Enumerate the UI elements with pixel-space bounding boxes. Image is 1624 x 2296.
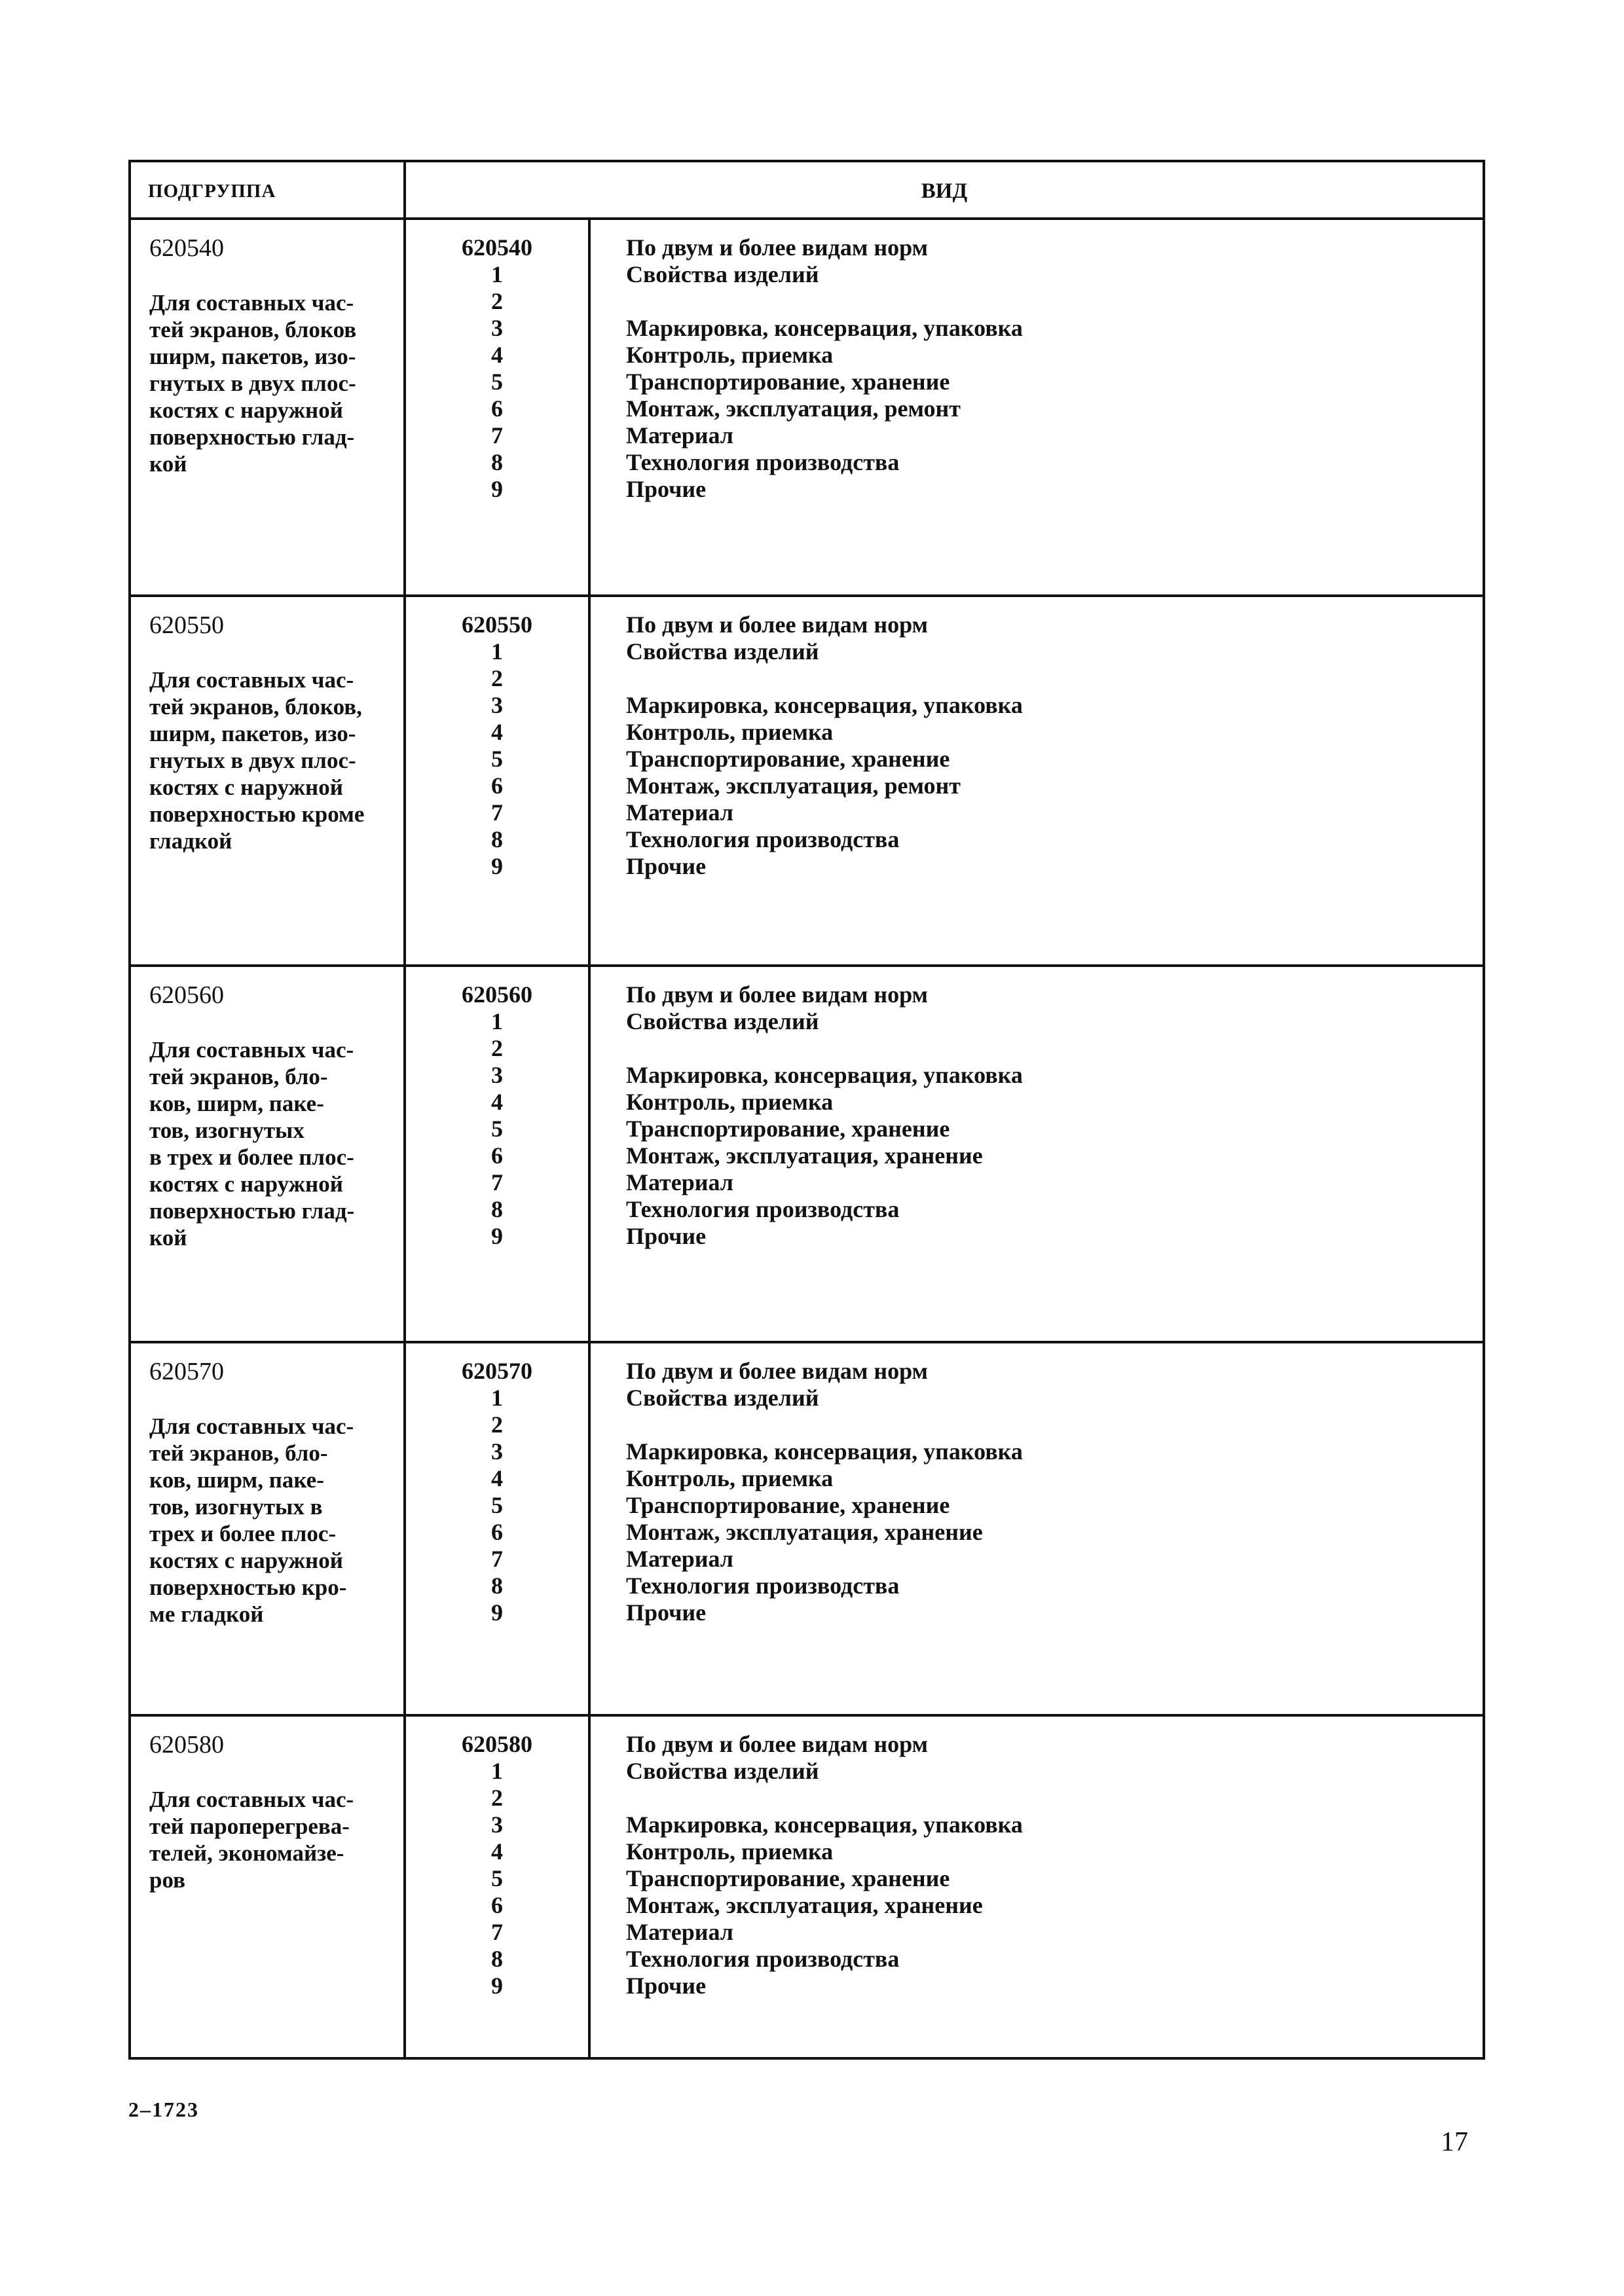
subgroup-cell [131,967,406,1341]
view-code: 2 [491,1412,503,1438]
view-name: Технология производства [626,1196,900,1222]
view-name: Прочие [626,476,707,502]
view-code: 2 [491,665,503,691]
view-name: Материал [626,1919,733,1945]
view-code: 6 [491,1519,503,1545]
footer-code: 2–1723 [128,2098,199,2121]
subgroup-cell [131,597,406,964]
view-name: Прочие [626,1973,707,1999]
view-name: Прочие [626,1223,707,1249]
view-name: По двум и более видам норм [626,1731,929,1757]
view-code: 1 [491,1385,503,1411]
view-name [626,1412,1483,1438]
view-name: Маркировка, консервация, упаковка [626,1062,1023,1088]
table-row [131,1714,1483,2057]
view-name: Свойства изделий [626,1008,819,1034]
view-cell [591,1717,1483,2057]
view-code: 8 [491,826,503,852]
view-code: 8 [491,1573,503,1599]
view-name [626,1035,1483,1062]
view-name: По двум и более видам норм [626,1358,929,1384]
view-name: Контроль, приемка [626,342,834,368]
view-code: 5 [491,1865,503,1891]
table-row [131,964,1483,1341]
code-cell [406,1343,591,1714]
view-code: 7 [491,1546,503,1572]
code-cell [406,220,591,594]
code-cell [406,597,591,964]
view-name: Контроль, приемка [626,1465,834,1491]
view-name: Материал [626,422,733,448]
view-code: 4 [491,1465,503,1491]
view-name: Свойства изделий [626,261,819,287]
view-code: 6 [491,395,503,422]
table-row [131,594,1483,964]
view-code: 3 [491,1062,503,1088]
view-code: 3 [491,315,503,341]
view-name: Материал [626,799,733,826]
view-code: 620570 [462,1358,532,1384]
view-name: Транспортирование, хранение [626,746,950,772]
table-header [131,162,1483,220]
view-name: Транспортирование, хранение [626,1492,950,1518]
view-code: 9 [491,476,503,502]
view-code: 8 [491,449,503,475]
view-name: Транспортирование, хранение [626,369,950,395]
table-row [131,1341,1483,1714]
subgroup-description: Для составных час- тей экранов, блоков, ширм, пакетов, изо- гнутых в двух плос- костях с наружной поверхностью кроме гладкой [149,667,365,854]
view-code: 2 [491,1035,503,1061]
view-name: Маркировка, консервация, упаковка [626,1438,1023,1465]
view-name: Прочие [626,853,707,879]
subgroup-code: 620550 [149,611,224,639]
view-cell [591,220,1483,594]
view-code: 620560 [462,981,532,1008]
code-cell [406,967,591,1341]
view-name: Монтаж, эксплуатация, ремонт [626,395,961,422]
view-code: 5 [491,369,503,395]
view-name: Монтаж, эксплуатация, хранение [626,1519,983,1545]
view-name [626,288,1483,315]
subgroup-description: Для составных час- тей экранов, бло- ков, ширм, паке- тов, изогнутых в трех и более плос- костях с наружной поверхностью глад- кой [149,1037,355,1250]
view-name: Транспортирование, хранение [626,1116,950,1142]
view-name: Контроль, приемка [626,719,834,745]
view-code: 1 [491,638,503,665]
subgroup-code: 620580 [149,1731,224,1758]
view-name: Монтаж, эксплуатация, хранение [626,1892,983,1918]
view-name: Прочие [626,1599,707,1626]
view-code: 3 [491,1438,503,1465]
view-name: Транспортирование, хранение [626,1865,950,1891]
view-code: 9 [491,853,503,879]
view-code: 4 [491,1089,503,1115]
view-code: 5 [491,1492,503,1518]
classification-table [128,160,1485,2060]
view-name: Монтаж, эксплуатация, ремонт [626,773,961,799]
view-name: Маркировка, консервация, упаковка [626,1812,1023,1838]
header-subgroup: ПОДГРУППА [131,162,406,217]
view-cell [591,597,1483,964]
view-name: Контроль, приемка [626,1089,834,1115]
subgroup-description: Для составных час- тей экранов, бло- ков, ширм, паке- тов, изогнутых в трех и более плос- костях с наружной поверхностью кро- ме гладкой [149,1413,354,1627]
subgroup-cell [131,1717,406,2057]
subgroup-code: 620560 [149,981,224,1009]
subgroup-description: Для составных час- тей пароперегрева- телей, экономайзе- ров [149,1787,354,1893]
view-name: По двум и более видам норм [626,981,929,1008]
subgroup-code: 620540 [149,234,224,262]
view-name: По двум и более видам норм [626,611,929,638]
view-name: По двум и более видам норм [626,234,929,261]
view-code: 4 [491,719,503,745]
subgroup-description: Для составных час- тей экранов, блоков ширм, пакетов, изо- гнутых в двух плос- костях с наружной поверхностью глад- кой [149,290,357,477]
view-code: 620580 [462,1731,532,1757]
view-code: 5 [491,746,503,772]
view-code: 7 [491,799,503,826]
view-name: Маркировка, консервация, упаковка [626,692,1023,718]
view-name: Технология производства [626,1573,900,1599]
view-name: Материал [626,1169,733,1195]
view-code: 9 [491,1223,503,1249]
subgroup-cell [131,1343,406,1714]
view-code: 2 [491,1785,503,1811]
view-code: 9 [491,1973,503,1999]
view-name: Технология производства [626,1946,900,1972]
view-name: Свойства изделий [626,638,819,665]
view-code: 8 [491,1196,503,1222]
view-code: 1 [491,1008,503,1034]
table-row [131,220,1483,594]
view-code: 7 [491,1169,503,1195]
view-code: 3 [491,1812,503,1838]
view-code: 6 [491,773,503,799]
view-name [626,665,1483,692]
subgroup-code: 620570 [149,1358,224,1385]
view-name: Маркировка, консервация, упаковка [626,315,1023,341]
view-code: 9 [491,1599,503,1626]
view-code: 620550 [462,611,532,638]
view-code: 4 [491,342,503,368]
view-cell [591,1343,1483,1714]
view-name: Материал [626,1546,733,1572]
view-code: 1 [491,1758,503,1784]
view-name [626,1785,1483,1812]
view-cell [591,967,1483,1341]
page-number: 17 [1441,2127,1468,2157]
view-code: 6 [491,1142,503,1169]
view-code: 8 [491,1946,503,1972]
view-name: Технология производства [626,826,900,852]
view-code: 7 [491,1919,503,1945]
subgroup-cell [131,220,406,594]
view-name: Свойства изделий [626,1385,819,1411]
view-name: Свойства изделий [626,1758,819,1784]
view-code: 4 [491,1838,503,1865]
view-name: Монтаж, эксплуатация, хранение [626,1142,983,1169]
code-cell [406,1717,591,2057]
view-code: 1 [491,261,503,287]
view-code: 7 [491,422,503,448]
view-name: Контроль, приемка [626,1838,834,1865]
view-code: 2 [491,288,503,314]
view-code: 6 [491,1892,503,1918]
view-code: 620540 [462,234,532,261]
view-code: 3 [491,692,503,718]
header-view: ВИД [921,179,968,203]
view-name: Технология производства [626,449,900,475]
view-code: 5 [491,1116,503,1142]
